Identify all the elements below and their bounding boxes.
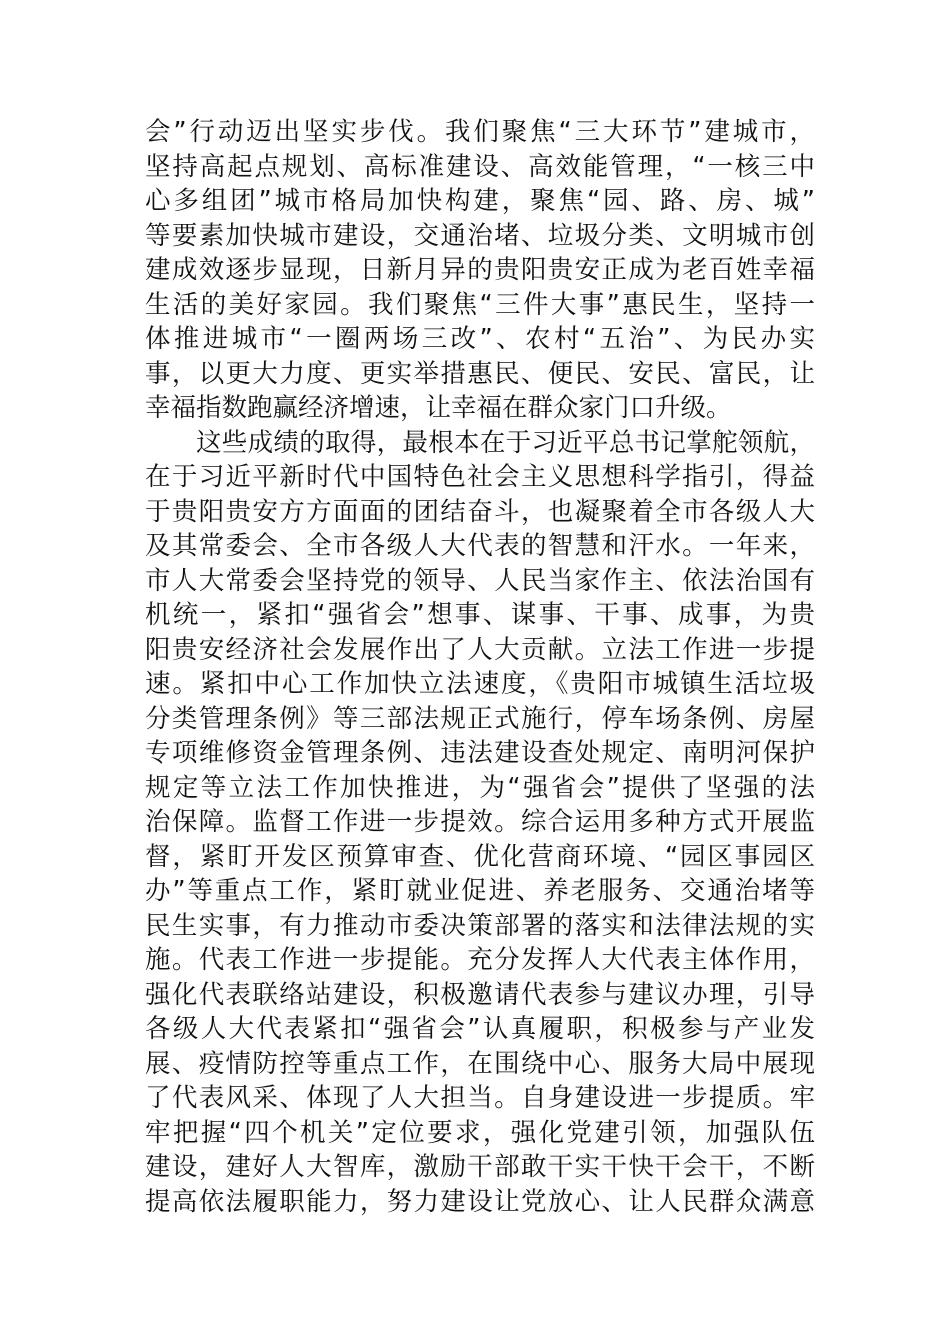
text-line: 办”等重点工作，紧盯就业促进、养老服务、交通治堵等 — [145, 876, 815, 906]
text-line: 机统一，紧扣“强省会”想事、谋事、干事、成事，为贵 — [145, 600, 815, 630]
text-line: 提高依法履职能力，努力建设让党放心、让人民群众满意 — [145, 1186, 815, 1217]
text-line: 专项维修资金管理条例、违法建设查处规定、南明河保护 — [145, 738, 815, 768]
text-line: 体推进城市“一圈两场三改”、农村“五治”、为民办实 — [145, 324, 815, 354]
text-line: 心多组团”城市格局加快构建，聚焦“园、路、房、城” — [145, 186, 815, 216]
text-line: 民生实事，有力推动市委决策部署的落实和法律法规的实 — [145, 910, 815, 941]
paragraph-end-line: 幸福指数跑赢经济增速，让幸福在群众家门口升级。 — [145, 393, 732, 423]
paragraph-first-line: 这些成绩的取得，最根本在于习近平总书记掌舵领航， — [196, 427, 815, 458]
text-line: 规定等立法工作加快推进，为“强省会”提供了坚强的法 — [145, 772, 815, 803]
text-line: 市人大常委会坚持党的领导、人民当家作主、依法治国有 — [145, 565, 815, 596]
text-line: 及其常委会、全市各级人大代表的智慧和汗水。一年来， — [145, 531, 815, 561]
text-line: 建设，建好人大智库，激励干部敢干实干快干会干，不断 — [145, 1152, 815, 1182]
text-line: 会”行动迈出坚实步伐。我们聚焦“三大环节”建城市， — [145, 117, 815, 147]
text-line: 阳贵安经济社会发展作出了人大贡献。立法工作进一步提 — [145, 634, 815, 665]
text-line: 牢把握“四个机关”定位要求，强化党建引领，加强队伍 — [145, 1117, 815, 1148]
text-line: 施。代表工作进一步提能。充分发挥人大代表主体作用， — [145, 945, 815, 975]
text-line: 了代表风采、体现了人大担当。自身建设进一步提质。牢 — [145, 1083, 815, 1113]
text-line: 速。紧扣中心工作加快立法速度，《贵阳市城镇生活垃圾 — [145, 669, 815, 699]
text-line: 展、疫情防控等重点工作，在围绕中心、服务大局中展现 — [145, 1048, 815, 1079]
text-line: 督，紧盯开发区预算审查、优化营商环境、“园区事园区 — [145, 841, 815, 872]
text-line: 在于习近平新时代中国特色社会主义思想科学指引，得益 — [145, 462, 815, 492]
text-line: 事，以更大力度、更实举措惠民、便民、安民、富民，让 — [145, 358, 815, 389]
text-line: 等要素加快城市建设，交通治堵、垃圾分类、文明城市创 — [145, 220, 815, 251]
text-line: 坚持高起点规划、高标准建设、高效能管理，“一核三中 — [145, 151, 815, 182]
text-line: 生活的美好家园。我们聚焦“三件大事”惠民生，坚持一 — [145, 289, 815, 320]
text-line: 分类管理条例》等三部法规正式施行，停车场条例、房屋 — [145, 703, 815, 734]
text-line: 于贵阳贵安方方面面的团结奋斗，也凝聚着全市各级人大 — [145, 496, 815, 527]
text-line: 各级人大代表紧扣“强省会”认真履职，积极参与产业发 — [145, 1014, 815, 1044]
text-line: 治保障。监督工作进一步提效。综合运用多种方式开展监 — [145, 807, 815, 837]
text-line: 强化代表联络站建设，积极邀请代表参与建议办理，引导 — [145, 979, 815, 1010]
body-text — [145, 115, 815, 1219]
text-line: 建成效逐步显现，日新月异的贵阳贵安正成为老百姓幸福 — [145, 255, 815, 285]
